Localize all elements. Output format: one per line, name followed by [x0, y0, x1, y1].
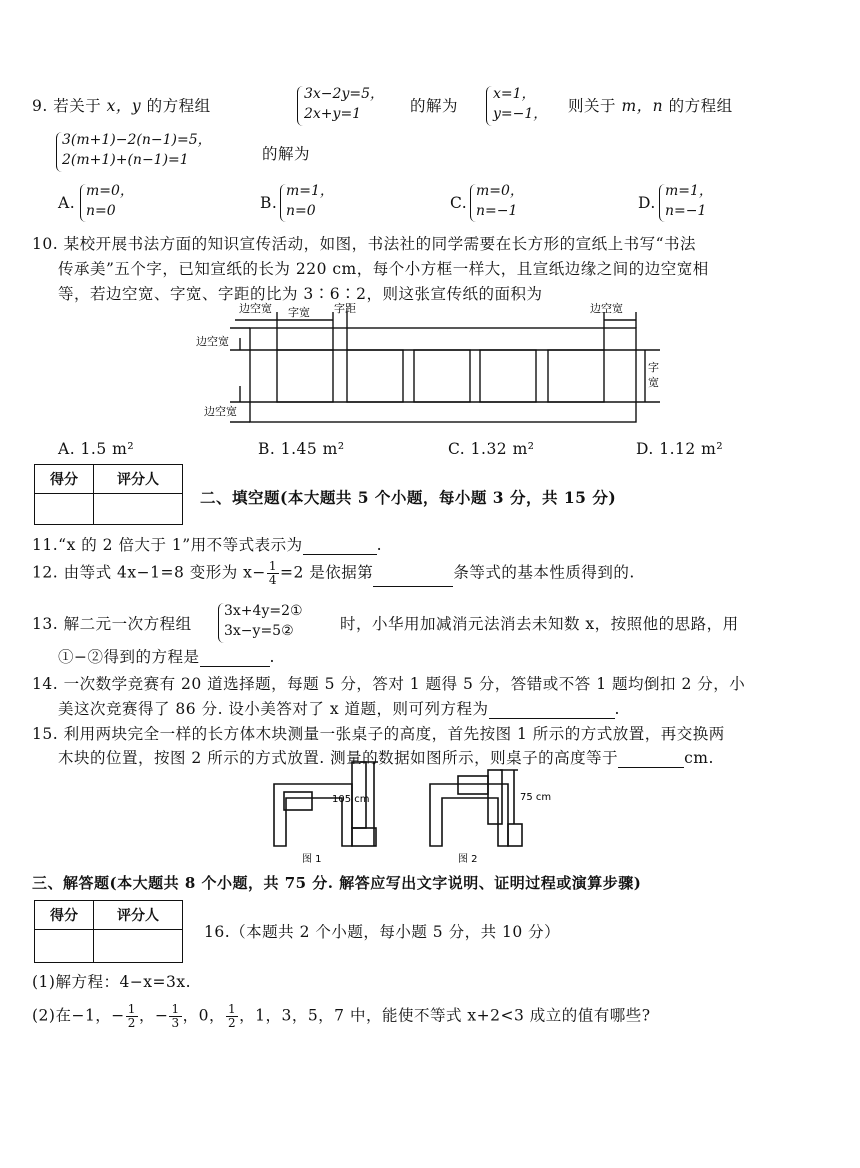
q9-option-a-line1: m=0， [86, 183, 134, 199]
q9-option-c-line1: m=0， [476, 183, 524, 199]
q9-sys2-line2: 2(m+1)+(n−1)=1 [62, 152, 189, 168]
q13-text-b: 时，小华用加减消元法消去未知数 x，按照他的思路，用 [340, 615, 739, 633]
q9-sys2-line1: 3(m+1)−2(n−1)=5， [62, 132, 212, 148]
q10-option-a[interactable]: A. 1.5 m² [58, 440, 135, 458]
q9-stem-2 [568, 94, 733, 116]
fig1-caption: 图 1 [302, 854, 322, 865]
q9-brace-2 [486, 86, 493, 126]
q10-char-box-4 [480, 350, 536, 402]
q9-sol-line2: y=−1， [493, 106, 548, 122]
q9-option-b-letter: B. [260, 194, 278, 212]
score-box-2 [34, 900, 183, 963]
q9-solution [493, 84, 547, 124]
q12-text-a: 12. 由等式 4x−1=8 变形为 x− [32, 563, 266, 582]
q15-answer-blank[interactable] [618, 753, 684, 768]
q13-text-c: ①−②得到的方程是 [58, 648, 200, 666]
q9-text-a: 9. 若关于 [32, 97, 102, 115]
q10-label-bk1: 边空宽 [239, 302, 272, 315]
q12-text-b: =2 是依据第 [280, 563, 374, 582]
score-cell[interactable] [35, 494, 94, 525]
fig2-caption: 图 2 [458, 854, 478, 865]
q10-line1: 10. 某校开展书法方面的知识宣传活动，如图，书法社的同学需要在长方形的宣纸上书写“书法 [32, 235, 697, 253]
q16-title: 16.（本题共 2 个小题，每小题 5 分，共 10 分） [204, 923, 561, 941]
q9-option-d-line2: n=−1 [665, 203, 707, 219]
q9-system-1 [304, 84, 384, 124]
q10-label-bk2: 边空宽 [590, 302, 623, 315]
q10-char-box-5 [548, 350, 604, 402]
q12 [32, 560, 635, 587]
q10-option-c[interactable]: C. 1.32 m² [448, 440, 535, 458]
q10-paper-rect [250, 328, 636, 422]
q12-text-c: 条等式的基本性质得到的. [453, 563, 635, 582]
q9-option-a[interactable] [86, 181, 134, 221]
q9-option-c-letter: C. [450, 194, 468, 212]
grader-cell-2[interactable] [94, 930, 183, 963]
q9-option-d-letter: D. [638, 194, 656, 212]
q16-frac2-den: 3 [171, 1016, 180, 1030]
q11-text: 11.“x 的 2 倍大于 1”用不等式表示为 [32, 536, 303, 554]
q10-char-box-3 [414, 350, 470, 402]
fig2-block-bottom [508, 824, 522, 846]
q15-line1: 15. 利用两块完全一样的长方体木块测量一张桌子的高度，首先按图 1 所示的方式放置，再交换两 [32, 725, 725, 743]
q16-part2 [32, 1003, 651, 1030]
section3-title: 三、解答题(本大题共 8 个小题，共 75 分. 解答应写出文字说明、证明过程或演算步骤) [32, 874, 642, 892]
q9-sys1-line2: 2x+y=1 [304, 106, 362, 122]
q10-label-bk-bottom: 边空宽 [204, 405, 237, 418]
q16-frac-1 [126, 1003, 138, 1030]
q10-label-zj: 字距 [334, 302, 356, 315]
q14-line1: 14. 一次数学竞赛有 20 道选择题，每题 5 分，答对 1 题得 5 分，答错或不答 1 题均倒扣 2 分，小 [32, 675, 746, 693]
q16-frac-2 [169, 1003, 181, 1030]
q9-text-f: 的解为 [262, 145, 311, 163]
q15-figures [262, 756, 592, 870]
q13-line2 [58, 645, 275, 667]
fig2-block-vertical [488, 770, 502, 824]
q9-text-e: 的方程组 [668, 97, 733, 115]
fig1-block-top [284, 792, 312, 810]
q14-text: 美这次竞赛得了 86 分. 设小美答对了 x 道题，则可列方程为 [58, 700, 489, 718]
q9-stem [32, 94, 211, 116]
q13-sys-line1: 3x+4y=2① [224, 603, 303, 619]
q16-frac-3 [226, 1003, 238, 1030]
score-label: 得分 [35, 465, 94, 494]
score-cell-2[interactable] [35, 930, 94, 963]
grader-label: 评分人 [94, 465, 183, 494]
q9-vars-mn: m，n [621, 97, 664, 115]
q9-text-c: 的解为 [410, 97, 459, 115]
q16-frac3-num: 1 [227, 1002, 237, 1016]
q9-text-b: 的方程组 [146, 97, 211, 115]
q13-answer-blank[interactable] [200, 652, 270, 667]
q10-char-box-1 [277, 350, 333, 402]
q9-option-b-line2: n=0 [286, 203, 316, 219]
q14-end: . [614, 700, 620, 718]
q10-label-zk: 字宽 [288, 306, 310, 319]
q9-option-a-line2: n=0 [86, 203, 116, 219]
q10-line3: 等，若边空宽、字宽、字距的比为 3∶6∶2，则这张宣传纸的面积为 [58, 285, 543, 303]
fig2-block-top [458, 776, 488, 794]
q9-option-d[interactable] [665, 181, 713, 221]
q10-label-zk-right-2: 宽 [648, 376, 659, 389]
grader-cell[interactable] [94, 494, 183, 525]
q9-sol-line1: x=1， [493, 86, 536, 102]
q16-frac1-num: 1 [127, 1002, 136, 1016]
q13-system [224, 601, 303, 641]
q9-vars-xy: x，y [106, 97, 142, 115]
q16-frac3-den: 2 [227, 1016, 237, 1030]
q16-p2-text-d: ，1，3，5，7 中，能使不等式 x+2<3 成立的值有哪些? [239, 1006, 651, 1025]
q9-option-a-letter: A. [58, 194, 76, 212]
q12-fraction [267, 560, 279, 587]
q9-brace-1 [297, 86, 304, 126]
score-box-1 [34, 464, 183, 525]
q10-label-bk-left: 边空宽 [196, 335, 229, 348]
q13-sys-line2: 3x−y=5② [224, 623, 294, 639]
grader-label-2: 评分人 [94, 901, 183, 930]
score-label-2: 得分 [35, 901, 94, 930]
q10-char-box-2 [347, 350, 403, 402]
q12-frac-num: 1 [268, 559, 278, 573]
q15-unit: cm. [684, 749, 714, 767]
q11-answer-blank[interactable] [303, 540, 377, 555]
q15-text: 木块的位置，按图 2 所示的方式放置. 测量的数据如图所示，则桌子的高度等于 [58, 749, 619, 767]
q14-line2 [58, 697, 620, 719]
q9-text-d: 则关于 [568, 97, 617, 115]
q10-diagram [190, 298, 670, 430]
q9-option-d-line1: m=1， [665, 183, 713, 199]
q10-label-zk-right-1: 字 [648, 361, 659, 374]
q9-option-c[interactable] [476, 181, 524, 221]
q16-p2-text-b: ，− [138, 1006, 169, 1025]
q9-system-2 [62, 130, 212, 170]
q12-answer-blank[interactable] [373, 572, 453, 587]
q16-frac2-num: 1 [171, 1002, 180, 1016]
fig2-height-label: 75 cm [520, 792, 552, 803]
q9-sys1-line1: 3x−2y=5， [304, 86, 384, 102]
fig1-block-bottom [352, 828, 376, 846]
q16-frac1-den: 2 [127, 1016, 136, 1030]
q10-option-b[interactable]: B. 1.45 m² [258, 440, 345, 458]
section2-title: 二、填空题(本大题共 5 个小题，每小题 3 分，共 15 分) [200, 488, 617, 507]
fig1-height-label: 105 cm [332, 794, 370, 805]
q13-text-a: 13. 解二元一次方程组 [32, 615, 192, 633]
q11-end: . [376, 536, 383, 554]
q9-option-b-line1: m=1， [286, 183, 334, 199]
q9-option-b[interactable] [286, 181, 334, 221]
q14-answer-blank[interactable] [489, 704, 615, 719]
q16-p2-text-c: ，0， [182, 1006, 225, 1025]
q16-p2-text-a: (2)在−1，− [32, 1006, 125, 1025]
q12-frac-den: 4 [268, 573, 278, 587]
q11 [32, 533, 382, 555]
q10-line2: 传承美”五个字，已知宣纸的长为 220 cm，每个小方框一样大，且宣纸边缘之间的边空宽相 [58, 260, 709, 278]
q9-option-c-line2: n=−1 [476, 203, 518, 219]
q10-option-d[interactable]: D. 1.12 m² [636, 440, 724, 458]
q16-part1: (1)解方程：4−x=3x. [32, 973, 192, 991]
q13-end: . [269, 648, 275, 666]
